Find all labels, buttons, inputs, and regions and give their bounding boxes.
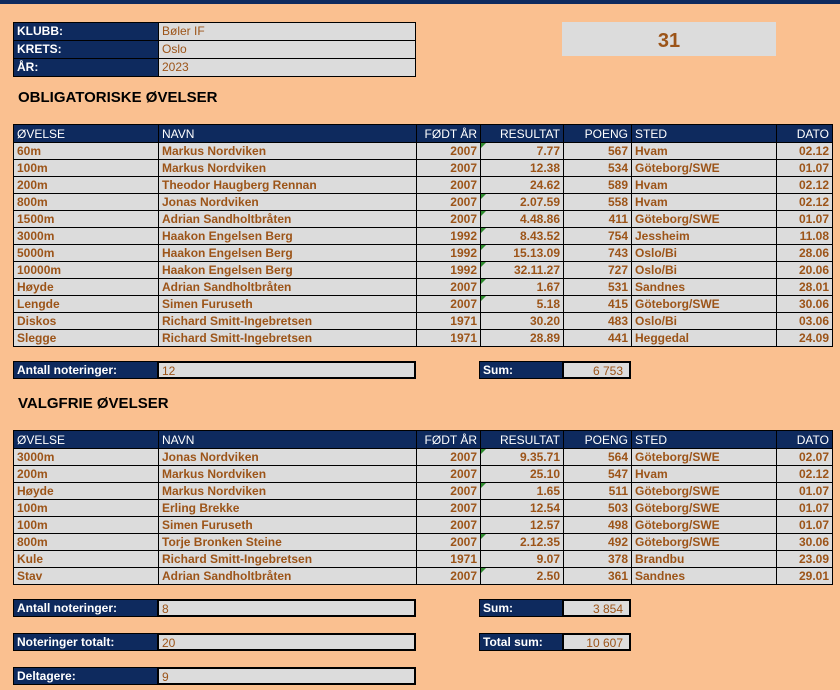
cell-fodt-ar[interactable]: 2007 — [417, 534, 481, 551]
cell-poeng[interactable]: 547 — [564, 466, 632, 483]
krets-label: KRETS: — [14, 41, 159, 58]
col-fodt: FØDT ÅR — [417, 431, 481, 449]
table-row — [14, 449, 833, 466]
cell-fodt-ar[interactable]: 1992 — [417, 228, 481, 245]
cell-dato[interactable]: 02.12 — [777, 194, 833, 211]
cell-dato[interactable]: 24.09 — [777, 330, 833, 347]
table-row — [14, 296, 833, 313]
valgfrie-table — [13, 430, 833, 585]
cell-poeng[interactable]: 492 — [564, 534, 632, 551]
cell-poeng[interactable]: 567 — [564, 143, 632, 160]
cell-ovelse[interactable]: 60m — [14, 143, 159, 160]
cell-sted[interactable]: Oslo/Bi — [632, 313, 777, 330]
cell-fodt-ar[interactable]: 2007 — [417, 279, 481, 296]
cell-resultat[interactable]: 2.12.35 — [481, 534, 564, 551]
cell-resultat[interactable]: 12.57 — [481, 517, 564, 534]
table-row — [14, 500, 833, 517]
table-row — [14, 194, 833, 211]
table-row — [14, 279, 833, 296]
cell-navn[interactable]: Haakon Engelsen Berg — [159, 228, 417, 245]
cell-fodt-ar[interactable]: 1971 — [417, 313, 481, 330]
cell-dato[interactable]: 01.07 — [777, 517, 833, 534]
cell-sted[interactable]: Göteborg/SWE — [632, 500, 777, 517]
cell-resultat[interactable]: 32.11.27 — [481, 262, 564, 279]
obligatoriske-table — [13, 124, 833, 347]
cell-resultat[interactable]: 4.48.86 — [481, 211, 564, 228]
col-poeng: POENG — [564, 125, 632, 143]
cell-ovelse[interactable]: 100m — [14, 517, 159, 534]
cell-navn[interactable]: Richard Smitt-Ingebretsen — [159, 313, 417, 330]
klubb-label: KLUBB: — [14, 23, 159, 40]
cell-ovelse[interactable]: Høyde — [14, 279, 159, 296]
cell-poeng[interactable]: 564 — [564, 449, 632, 466]
ar-value[interactable]: 2023 — [159, 59, 415, 76]
table-row — [14, 177, 833, 194]
col-navn: NAVN — [159, 125, 417, 143]
table-row — [14, 568, 833, 585]
table-row — [14, 143, 833, 160]
klubb-value[interactable]: Bøler IF — [159, 23, 415, 40]
obligatoriske-sum-label: Sum: — [479, 361, 563, 379]
obligatoriske-antall-value[interactable]: 12 — [158, 361, 416, 379]
cell-ovelse[interactable]: Slegge — [14, 330, 159, 347]
cell-dato[interactable]: 02.07 — [777, 449, 833, 466]
table-row — [14, 228, 833, 245]
obligatoriske-heading: OBLIGATORISKE ØVELSER — [18, 89, 218, 106]
noteringer-totalt-value[interactable]: 20 — [158, 633, 416, 651]
cell-poeng[interactable]: 441 — [564, 330, 632, 347]
cell-resultat[interactable]: 2.50 — [481, 568, 564, 585]
obligatoriske-sum-value[interactable]: 6 753 — [563, 361, 631, 379]
cell-sted[interactable]: Jessheim — [632, 228, 777, 245]
valgfrie-body — [14, 449, 833, 585]
cell-ovelse[interactable]: 3000m — [14, 228, 159, 245]
cell-resultat[interactable]: 12.38 — [481, 160, 564, 177]
cell-fodt-ar[interactable]: 2007 — [417, 143, 481, 160]
cell-resultat[interactable]: 25.10 — [481, 466, 564, 483]
cell-navn[interactable]: Adrian Sandholtbråten — [159, 279, 417, 296]
cell-navn[interactable]: Adrian Sandholtbråten — [159, 568, 417, 585]
deltagere-label: Deltagere: — [13, 667, 158, 685]
valgfrie-sum-value[interactable]: 3 854 — [563, 599, 631, 617]
cell-dato[interactable]: 01.07 — [777, 483, 833, 500]
cell-poeng[interactable]: 378 — [564, 551, 632, 568]
cell-dato[interactable]: 01.07 — [777, 500, 833, 517]
krets-value[interactable]: Oslo — [159, 41, 415, 58]
cell-navn[interactable]: Haakon Engelsen Berg — [159, 262, 417, 279]
top-border — [0, 0, 840, 4]
col-sted: STED — [632, 125, 777, 143]
col-ovelse: ØVELSE — [14, 125, 159, 143]
table-row — [14, 534, 833, 551]
cell-fodt-ar[interactable]: 2007 — [417, 194, 481, 211]
cell-navn[interactable]: Simen Furuseth — [159, 517, 417, 534]
cell-dato[interactable]: 02.12 — [777, 143, 833, 160]
cell-dato[interactable]: 03.06 — [777, 313, 833, 330]
cell-poeng[interactable]: 483 — [564, 313, 632, 330]
deltagere-value[interactable]: 9 — [158, 667, 416, 685]
col-resultat: RESULTAT — [481, 125, 564, 143]
cell-sted[interactable]: Göteborg/SWE — [632, 160, 777, 177]
cell-poeng[interactable]: 534 — [564, 160, 632, 177]
cell-fodt-ar[interactable]: 1971 — [417, 551, 481, 568]
cell-fodt-ar[interactable]: 2007 — [417, 449, 481, 466]
cell-poeng[interactable]: 361 — [564, 568, 632, 585]
obligatoriske-antall-label: Antall noteringer: — [13, 361, 158, 379]
cell-navn[interactable]: Jonas Nordviken — [159, 449, 417, 466]
col-sted: STED — [632, 431, 777, 449]
cell-dato[interactable]: 29.01 — [777, 568, 833, 585]
cell-poeng[interactable]: 743 — [564, 245, 632, 262]
cell-ovelse[interactable]: 100m — [14, 500, 159, 517]
cell-resultat[interactable]: 30.20 — [481, 313, 564, 330]
cell-poeng[interactable]: 503 — [564, 500, 632, 517]
cell-ovelse[interactable]: 200m — [14, 466, 159, 483]
cell-sted[interactable]: Göteborg/SWE — [632, 296, 777, 313]
cell-resultat[interactable]: 15.13.09 — [481, 245, 564, 262]
cell-fodt-ar[interactable]: 2007 — [417, 568, 481, 585]
valgfrie-antall-label: Antall noteringer: — [13, 599, 158, 617]
cell-ovelse[interactable]: 200m — [14, 177, 159, 194]
obligatoriske-body — [14, 143, 833, 347]
cell-poeng[interactable]: 415 — [564, 296, 632, 313]
cell-ovelse[interactable]: 100m — [14, 160, 159, 177]
col-resultat: RESULTAT — [481, 431, 564, 449]
cell-navn[interactable]: Theodor Haugberg Rennan — [159, 177, 417, 194]
cell-sted[interactable]: Göteborg/SWE — [632, 483, 777, 500]
cell-sted[interactable]: Heggedal — [632, 330, 777, 347]
event-count: 31 — [562, 22, 776, 56]
cell-ovelse[interactable]: Diskos — [14, 313, 159, 330]
table-row — [14, 483, 833, 500]
cell-fodt-ar[interactable]: 2007 — [417, 517, 481, 534]
cell-navn[interactable]: Torje Bronken Steine — [159, 534, 417, 551]
cell-dato[interactable]: 30.06 — [777, 534, 833, 551]
cell-fodt-ar[interactable]: 1992 — [417, 262, 481, 279]
valgfrie-heading: VALGFRIE ØVELSER — [18, 395, 169, 412]
cell-fodt-ar[interactable]: 1992 — [417, 245, 481, 262]
table-row — [14, 517, 833, 534]
cell-dato[interactable]: 02.12 — [777, 466, 833, 483]
cell-resultat[interactable]: 7.77 — [481, 143, 564, 160]
table-row — [14, 211, 833, 228]
cell-dato[interactable]: 20.06 — [777, 262, 833, 279]
total-sum-label: Total sum: — [479, 633, 563, 651]
cell-dato[interactable]: 02.12 — [777, 177, 833, 194]
cell-sted[interactable]: Hvam — [632, 194, 777, 211]
table-row — [14, 466, 833, 483]
cell-sted[interactable]: Göteborg/SWE — [632, 211, 777, 228]
ar-label: ÅR: — [14, 59, 159, 76]
table-row — [14, 160, 833, 177]
cell-resultat[interactable]: 5.18 — [481, 296, 564, 313]
cell-poeng[interactable]: 498 — [564, 517, 632, 534]
cell-sted[interactable]: Göteborg/SWE — [632, 449, 777, 466]
cell-fodt-ar[interactable]: 2007 — [417, 211, 481, 228]
cell-ovelse[interactable]: Stav — [14, 568, 159, 585]
cell-navn[interactable]: Richard Smitt-Ingebretsen — [159, 551, 417, 568]
cell-navn[interactable]: Adrian Sandholtbråten — [159, 211, 417, 228]
cell-navn[interactable]: Markus Nordviken — [159, 143, 417, 160]
cell-sted[interactable]: Hvam — [632, 143, 777, 160]
cell-resultat[interactable]: 2.07.59 — [481, 194, 564, 211]
cell-navn[interactable]: Richard Smitt-Ingebretsen — [159, 330, 417, 347]
table-row — [14, 262, 833, 279]
table-row — [14, 313, 833, 330]
cell-poeng[interactable]: 411 — [564, 211, 632, 228]
total-sum-value[interactable]: 10 607 — [563, 633, 631, 651]
cell-fodt-ar[interactable]: 2007 — [417, 466, 481, 483]
cell-navn[interactable]: Simen Furuseth — [159, 296, 417, 313]
cell-navn[interactable]: Haakon Engelsen Berg — [159, 245, 417, 262]
cell-resultat[interactable]: 12.54 — [481, 500, 564, 517]
cell-navn[interactable]: Erling Brekke — [159, 500, 417, 517]
cell-sted[interactable]: Göteborg/SWE — [632, 534, 777, 551]
cell-ovelse[interactable]: Kule — [14, 551, 159, 568]
valgfrie-sum-label: Sum: — [479, 599, 563, 617]
cell-resultat[interactable]: 8.43.52 — [481, 228, 564, 245]
col-dato: DATO — [777, 431, 833, 449]
cell-sted[interactable]: Brandbu — [632, 551, 777, 568]
cell-sted[interactable]: Sandnes — [632, 568, 777, 585]
cell-poeng[interactable]: 727 — [564, 262, 632, 279]
cell-ovelse[interactable]: Lengde — [14, 296, 159, 313]
cell-resultat[interactable]: 28.89 — [481, 330, 564, 347]
cell-resultat[interactable]: 24.62 — [481, 177, 564, 194]
cell-resultat[interactable]: 9.35.71 — [481, 449, 564, 466]
cell-poeng[interactable]: 531 — [564, 279, 632, 296]
cell-sted[interactable]: Hvam — [632, 466, 777, 483]
cell-ovelse[interactable]: Høyde — [14, 483, 159, 500]
valgfrie-antall-value[interactable]: 8 — [158, 599, 416, 617]
cell-resultat[interactable]: 9.07 — [481, 551, 564, 568]
cell-fodt-ar[interactable]: 2007 — [417, 296, 481, 313]
cell-dato[interactable]: 01.07 — [777, 160, 833, 177]
cell-ovelse[interactable]: 800m — [14, 534, 159, 551]
cell-resultat[interactable]: 1.65 — [481, 483, 564, 500]
cell-fodt-ar[interactable]: 2007 — [417, 160, 481, 177]
cell-fodt-ar[interactable]: 2007 — [417, 483, 481, 500]
cell-dato[interactable]: 28.06 — [777, 245, 833, 262]
cell-dato[interactable]: 30.06 — [777, 296, 833, 313]
cell-navn[interactable]: Markus Nordviken — [159, 483, 417, 500]
cell-ovelse[interactable]: 5000m — [14, 245, 159, 262]
cell-navn[interactable]: Markus Nordviken — [159, 160, 417, 177]
noteringer-totalt-label: Noteringer totalt: — [13, 633, 158, 651]
col-dato: DATO — [777, 125, 833, 143]
cell-ovelse[interactable]: 10000m — [14, 262, 159, 279]
col-ovelse: ØVELSE — [14, 431, 159, 449]
cell-ovelse[interactable]: 800m — [14, 194, 159, 211]
table-row — [14, 330, 833, 347]
table-row — [14, 245, 833, 262]
cell-resultat[interactable]: 1.67 — [481, 279, 564, 296]
col-navn: NAVN — [159, 431, 417, 449]
table-row — [14, 551, 833, 568]
valgfrie-header-row — [14, 431, 833, 449]
cell-poeng[interactable]: 754 — [564, 228, 632, 245]
col-poeng: POENG — [564, 431, 632, 449]
cell-dato[interactable]: 28.01 — [777, 279, 833, 296]
cell-sted[interactable]: Oslo/Bi — [632, 262, 777, 279]
cell-navn[interactable]: Markus Nordviken — [159, 466, 417, 483]
cell-fodt-ar[interactable]: 1971 — [417, 330, 481, 347]
club-info-box — [13, 22, 416, 77]
col-fodt: FØDT ÅR — [417, 125, 481, 143]
cell-sted[interactable]: Hvam — [632, 177, 777, 194]
cell-ovelse[interactable]: 1500m — [14, 211, 159, 228]
cell-poeng[interactable]: 511 — [564, 483, 632, 500]
obligatoriske-header-row — [14, 125, 833, 143]
cell-fodt-ar[interactable]: 2007 — [417, 500, 481, 517]
cell-sted[interactable]: Oslo/Bi — [632, 245, 777, 262]
cell-sted[interactable]: Göteborg/SWE — [632, 517, 777, 534]
cell-sted[interactable]: Sandnes — [632, 279, 777, 296]
cell-poeng[interactable]: 589 — [564, 177, 632, 194]
cell-navn[interactable]: Jonas Nordviken — [159, 194, 417, 211]
cell-dato[interactable]: 01.07 — [777, 211, 833, 228]
cell-dato[interactable]: 23.09 — [777, 551, 833, 568]
cell-poeng[interactable]: 558 — [564, 194, 632, 211]
cell-dato[interactable]: 11.08 — [777, 228, 833, 245]
cell-ovelse[interactable]: 3000m — [14, 449, 159, 466]
cell-fodt-ar[interactable]: 2007 — [417, 177, 481, 194]
